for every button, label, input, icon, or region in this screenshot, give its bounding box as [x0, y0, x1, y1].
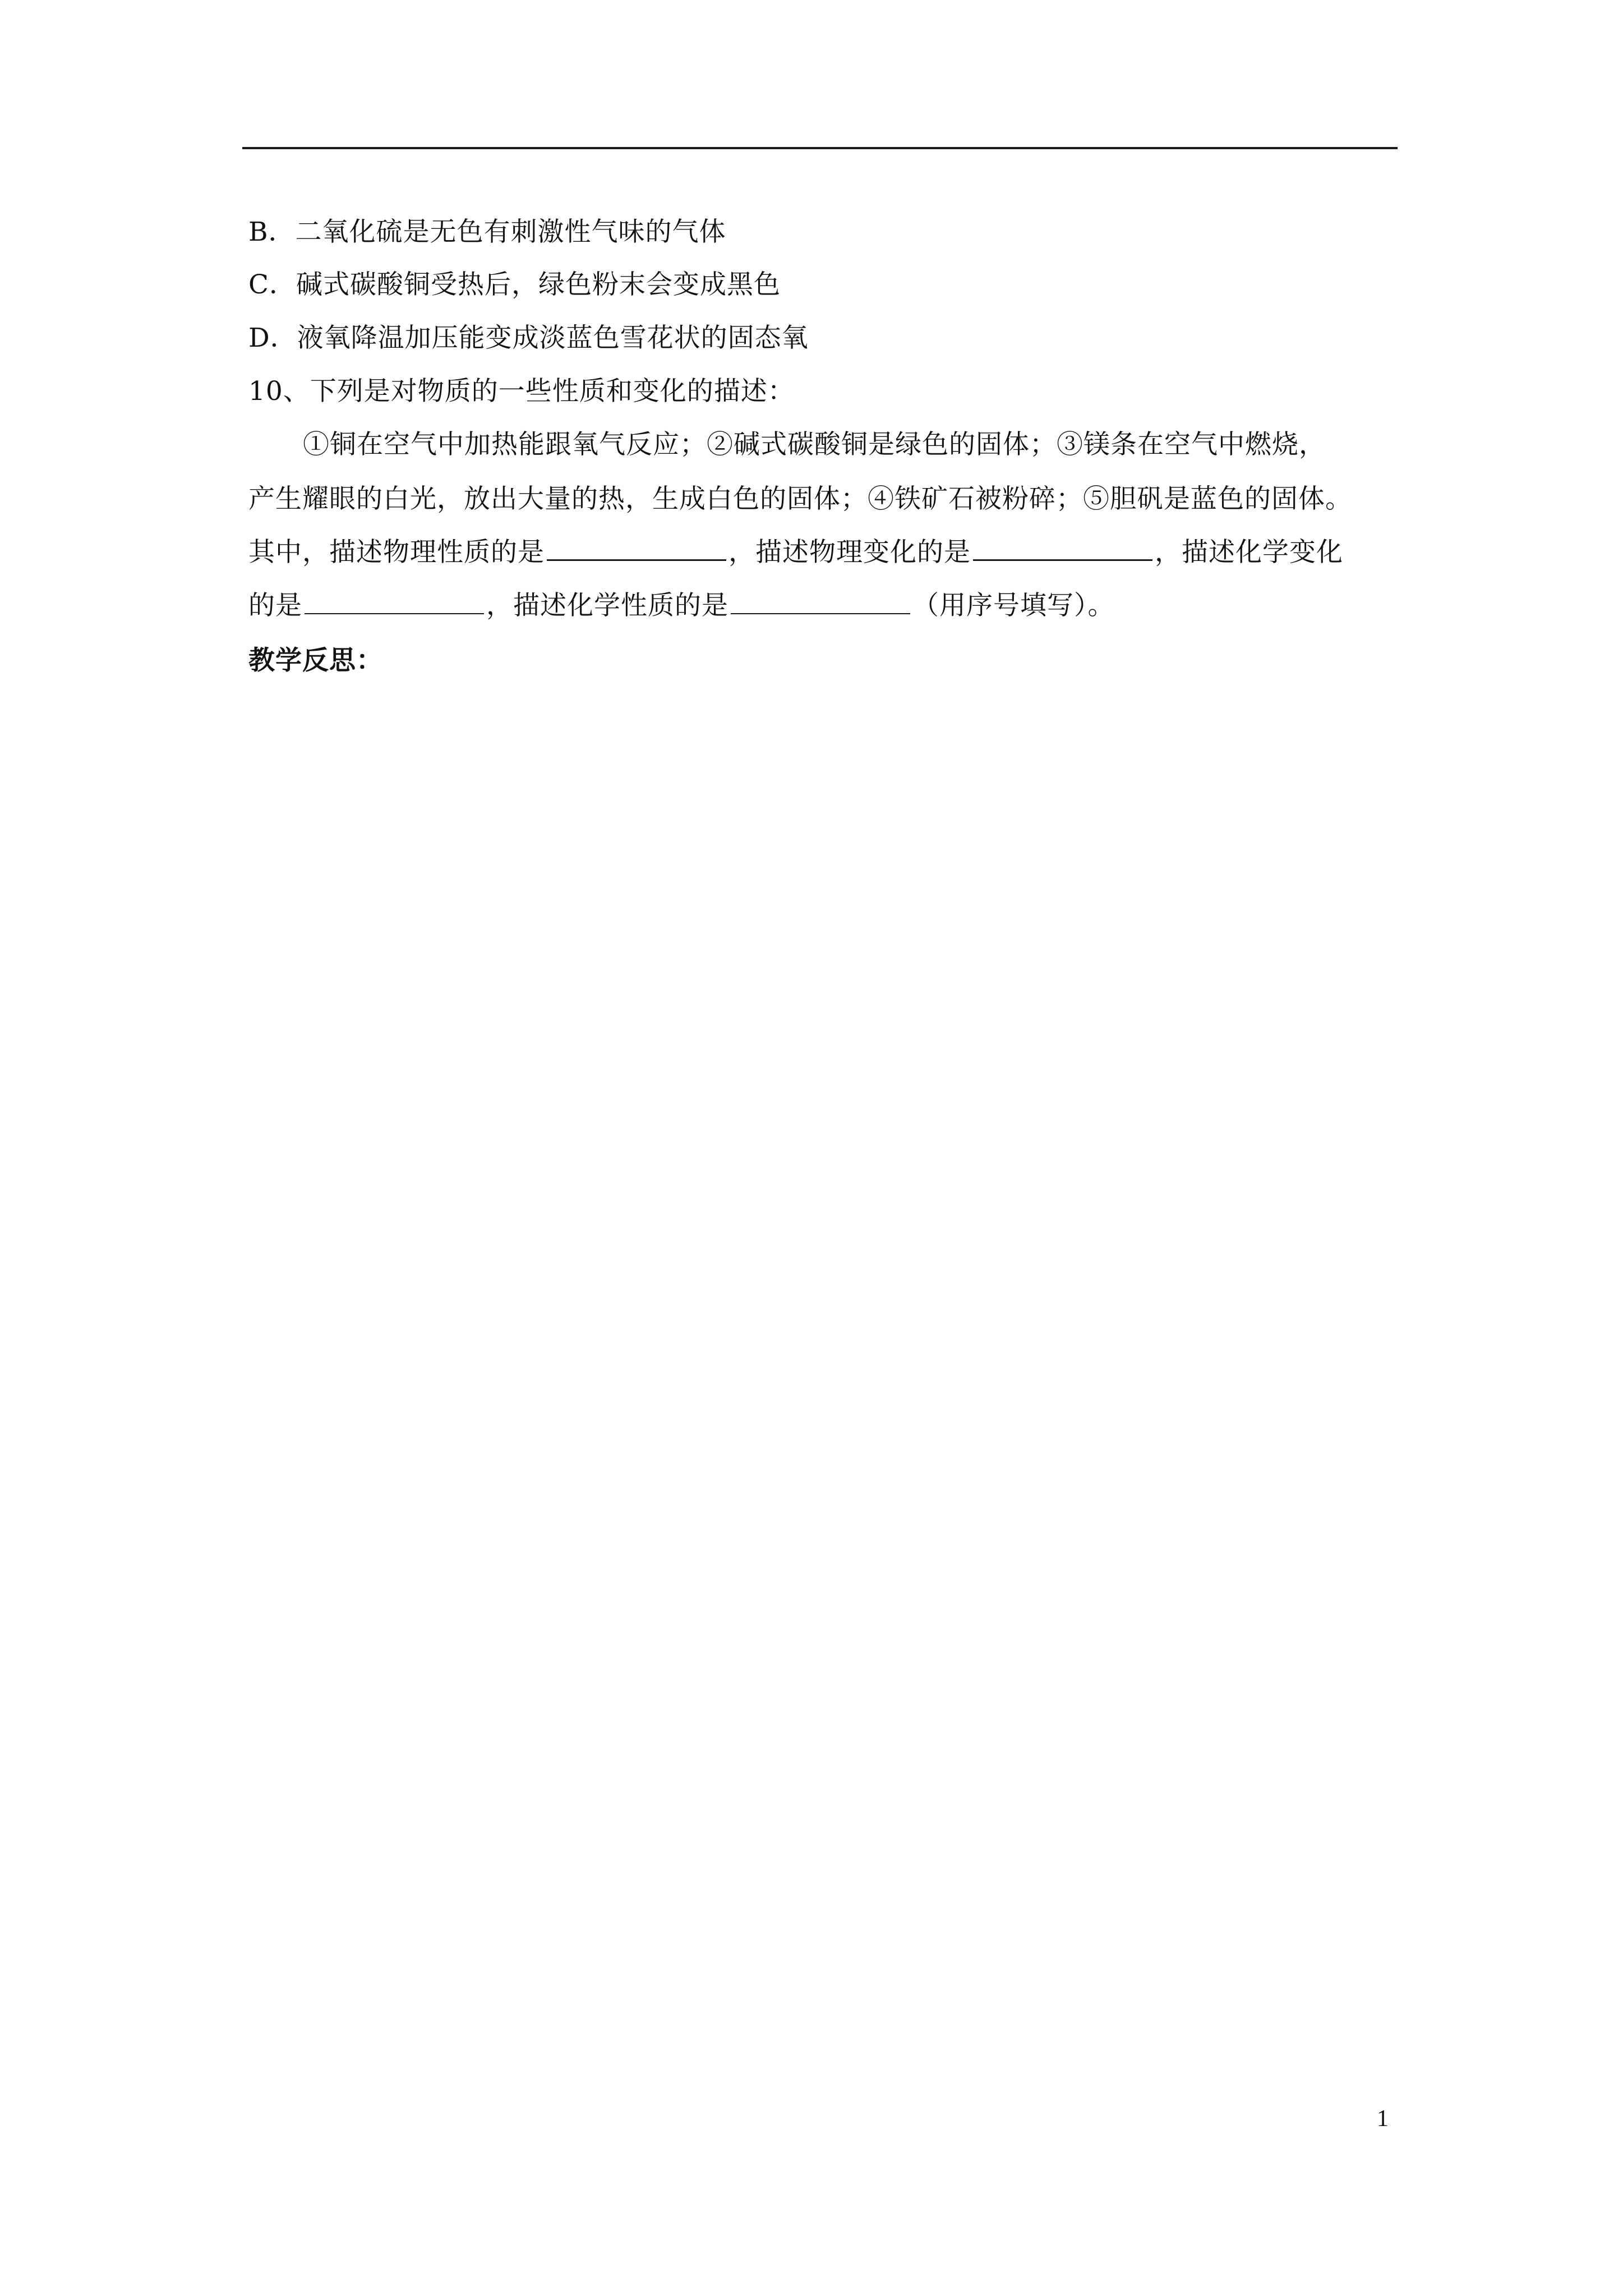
prompt-chemical-property: ，描述化学性质的是: [486, 590, 728, 621]
question-10-stem: 10、下列是对物质的一些性质和变化的描述：: [248, 376, 795, 407]
option-b: B．二氧化硫是无色有刺激性气味的气体: [248, 217, 726, 247]
question-10-line-3: [248, 536, 1343, 569]
answer-blank-physical-change[interactable]: [973, 537, 1152, 561]
prompt-chemical-change: ，描述化学变化: [1155, 537, 1343, 568]
page-number: 1: [1377, 2106, 1389, 2132]
prompt-physical-property: 其中，描述物理性质的是: [248, 537, 545, 568]
prompt-chemical-change-cont: 的是: [248, 590, 302, 621]
answer-blank-chemical-property[interactable]: [731, 591, 910, 614]
answer-blank-physical-property[interactable]: [547, 537, 726, 561]
question-10-line-1: ①铜在空气中加热能跟氧气反应；②碱式碳酸铜是绿色的固体；③镁条在空气中燃烧，: [303, 429, 1326, 460]
option-c: C．碱式碳酸铜受热后，绿色粉末会变成黑色: [248, 269, 781, 300]
answer-blank-chemical-change[interactable]: [305, 591, 484, 614]
prompt-physical-change: ，描述物理变化的是: [728, 537, 971, 568]
question-10-line-4: [248, 589, 1115, 623]
question-10-line-2: 产生耀眼的白光，放出大量的热，生成白色的固体；④铁矿石被粉碎；⑤胆矾是蓝色的固体。: [248, 484, 1352, 514]
option-d: D．液氧降温加压能变成淡蓝色雪花状的固态氧: [248, 323, 809, 353]
reflection-label: 教学反思：: [248, 645, 383, 676]
instruction-note: （用序号填写）。: [912, 590, 1115, 621]
header-rule: [242, 147, 1398, 149]
